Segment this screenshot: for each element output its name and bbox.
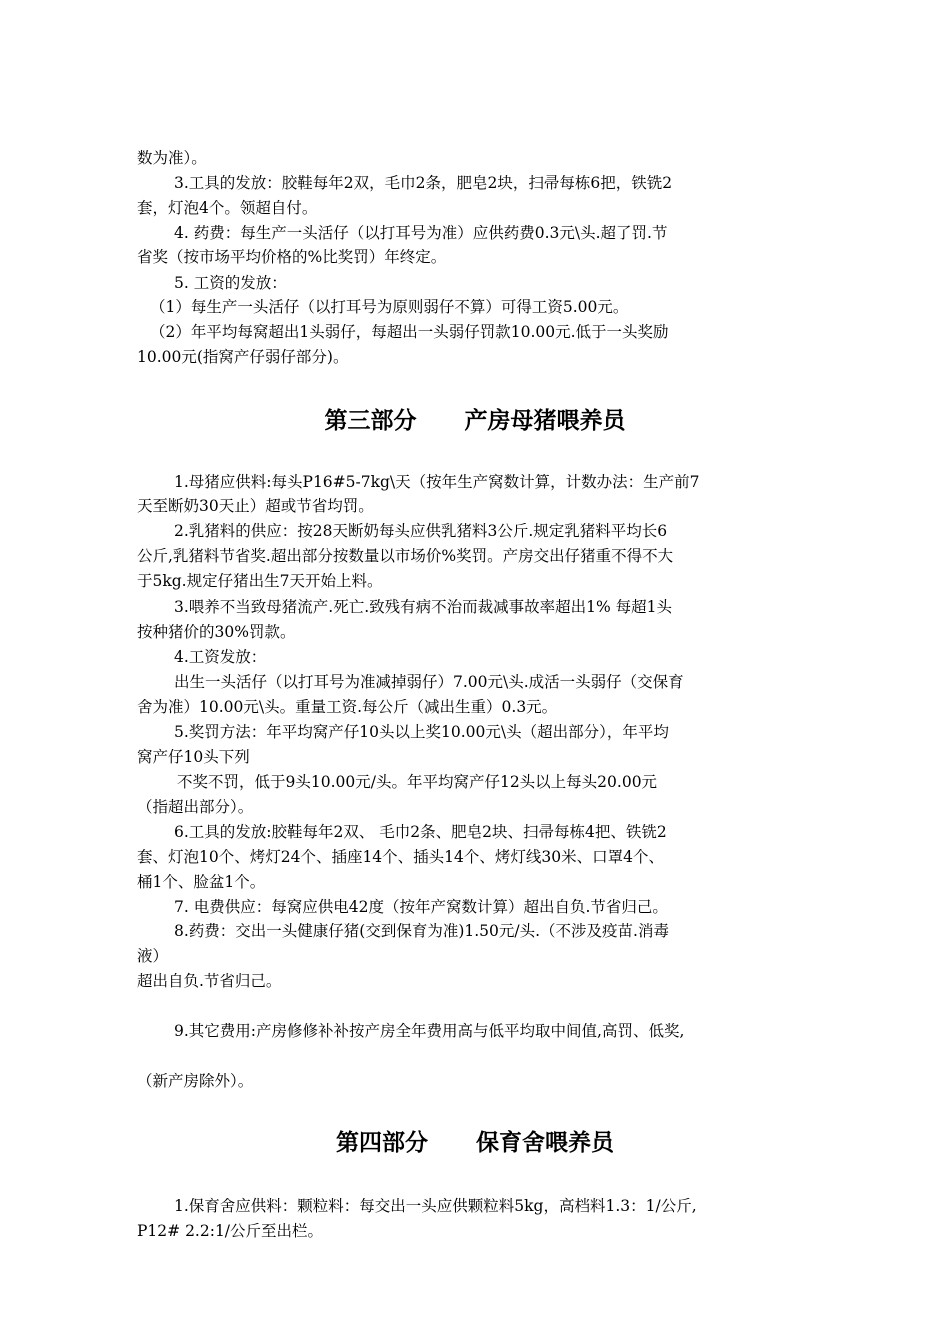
text-line: 2.乳猪料的供应：按28天断奶每头应供乳猪料3公斤.规定乳猪料平均长6 — [174, 522, 668, 540]
text-line: 公斤,乳猪料节省奖.超出部分按数量以市场价%奖罚。产房交出仔猪重不得不大 — [137, 547, 674, 565]
text-line: 9.其它费用:产房修修补补按产房全年费用高与低平均取中间值,高罚、低奖, — [174, 1022, 685, 1040]
text-line: 5.奖罚方法：年平均窝产仔10头以上奖10.00元\头（超出部分），年平均 — [174, 723, 669, 741]
text-line: 于5kg.规定仔猪出生7天开始上料。 — [137, 572, 383, 590]
text-line: （新产房除外）。 — [137, 1072, 254, 1090]
text-line: 5. 工资的发放： — [174, 274, 287, 292]
text-line: 3.工具的发放：胶鞋每年2双，毛巾2条，肥皂2块，扫帚每栋6把，铁铣2 — [174, 174, 673, 192]
text-line: 套，灯泡4个。领超自付。 — [137, 199, 318, 217]
section-heading: 第四部分 保育舍喂养员 — [335, 1129, 615, 1156]
text-line: （指超出部分）。 — [137, 798, 254, 816]
text-line: 桶1个、脸盆1个。 — [137, 873, 266, 891]
text-line: 10.00元(指窝产仔弱仔部分)。 — [137, 348, 349, 366]
text-line: （1）每生产一头活仔（以打耳号为原则弱仔不算）可得工资5.00元。 — [150, 298, 629, 316]
text-line: 省奖（按市场平均价格的%比奖罚）年终定。 — [137, 248, 447, 266]
text-line: 超出自负.节省归己。 — [137, 972, 282, 990]
section-heading: 第三部分 产房母猪喂养员 — [324, 407, 626, 434]
text-line: 液） — [137, 947, 169, 965]
text-line: 3.喂养不当致母猪流产.死亡.致残有病不治而裁减事故率超出1% 每超1头 — [174, 598, 673, 616]
text-line: 套、灯泡10个、烤灯24个、插座14个、插头14个、烤灯线30米、口罩4个、 — [137, 848, 664, 866]
text-line: （2）年平均每窝超出1头弱仔，每超出一头弱仔罚款10.00元.低于一头奖励 — [150, 323, 669, 341]
text-line: 数为准）。 — [137, 149, 207, 167]
text-line: 4.工资发放： — [174, 648, 267, 666]
text-line: 8.药费：交出一头健康仔猪(交到保育为准)1.50元/头.（不涉及疫苗.消毒 — [174, 922, 669, 940]
text-line: 7. 电费供应：每窝应供电42度（按年产窝数计算）超出自负.节省归己。 — [174, 898, 668, 916]
text-line: 不奖不罚，低于9头10.00元/头。年平均窝产仔12头以上每头20.00元 — [177, 773, 658, 791]
text-line: 出生一头活仔（以打耳号为准减掉弱仔）7.00元\头.成活一头弱仔（交保育 — [174, 673, 684, 691]
text-line: 舍为准）10.00元\头。重量工资.每公斤（减出生重）0.3元。 — [137, 698, 558, 716]
text-line: 1.母猪应供料:每头P16#5-7kg\天（按年生产窝数计算，计数办法：生产前7 — [174, 473, 700, 491]
text-line: P12# 2.2:1/公斤至出栏。 — [137, 1222, 324, 1240]
text-line: 天至断奶30天止）超或节省均罚。 — [137, 497, 374, 515]
text-line: 4. 药费：每生产一头活仔（以打耳号为准）应供药费0.3元\头.超了罚.节 — [174, 224, 668, 242]
text-line: 窝产仔10头下列 — [137, 748, 250, 766]
text-line: 按种猪价的30%罚款。 — [137, 623, 296, 641]
text-line: 1.保育舍应供料：颗粒料：每交出一头应供颗粒料5kg，高档料1.3：1/公斤, — [174, 1197, 697, 1215]
text-line: 6.工具的发放:胶鞋每年2双、 毛巾2条、肥皂2块、扫帚每栋4把、铁铣2 — [174, 823, 667, 841]
